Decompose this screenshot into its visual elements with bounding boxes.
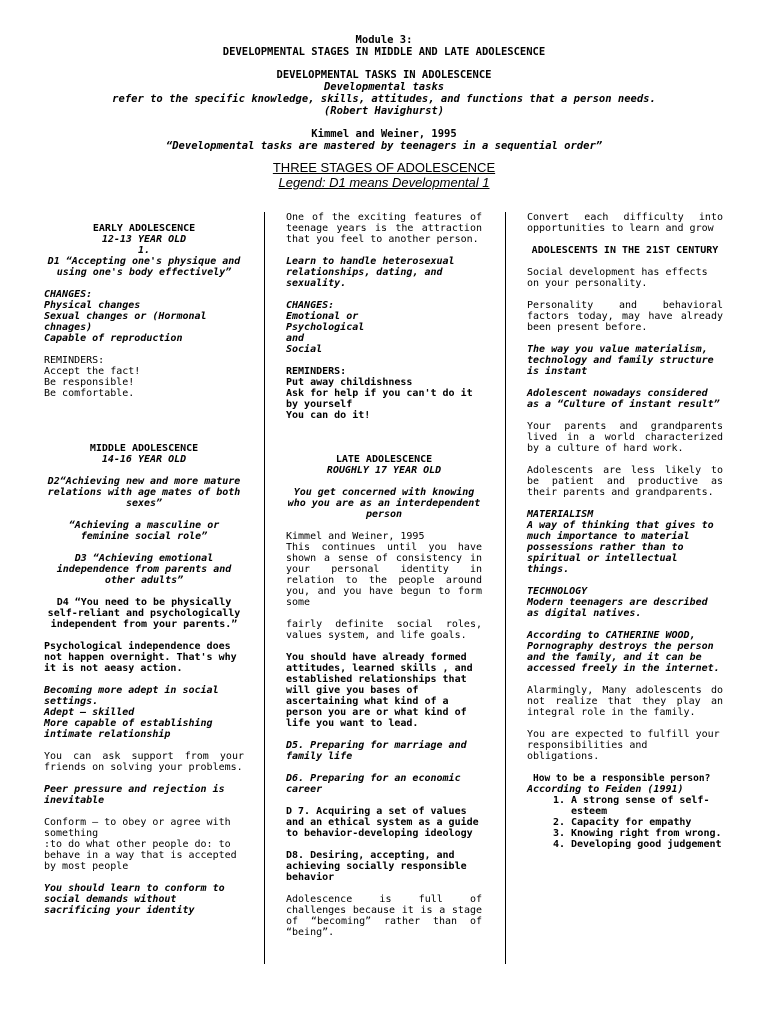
psych-text: Psychological independence does not happen overnight. That's why it is not aeasy action. [44,641,237,674]
support-text: You can ask support from your friends on solving your problems. [44,751,244,773]
formed-text: You should have already formed attitudes, learned skills , and established relationships that will give you bases of ascertaining what kind of a person you are or what kind of life you want to lead. [286,652,473,729]
wood-text: According to CATHERINE WOOD, Pornography destroys the person and the family, and it can be accessed freely in the internet. [527,630,720,674]
d8-text: D8. Desiring, accepting, and achieving socially responsible behavior [286,850,467,883]
responsible-list [527,795,723,850]
reminder-item: Be comfortable. [44,388,135,399]
feiden-text: According to Feiden (1991) [527,784,684,795]
fulfill-text: You are expected to fulfill your responsibilities and obligations. [527,729,720,762]
d2-text: D2“Achieving new and more mature relations with age mates of both sexes” [47,476,241,509]
column-2 [286,212,482,949]
conform-text: :to do what other people do: to behave in a way that is accepted by most people [44,839,237,872]
peer-text: Peer pressure and rejection is inevitable [44,784,225,806]
document-subtitle: DEVELOPMENTAL TASKS IN ADOLESCENCE [276,69,492,81]
convert-text: Convert each difficulty into opportunities to learn and grow [527,212,723,234]
late-desc: You get concerned with knowing who you are as an interdependent person [287,487,481,520]
d2b-text: “Achieving a masculine or feminine social role” [68,520,220,542]
intro-text: One of the exciting features of teenage years is the attraction that you feel to another person. [286,212,482,245]
changes-label: CHANGES: [44,289,93,300]
change-item: Social [286,344,323,355]
kimmel-quote: “Developmental tasks are mastered by teenagers in a sequential order” [165,140,603,152]
middle-age: 14-16 YEAR OLD [101,454,187,465]
reminders-label: REMINDERS: [286,366,347,377]
late-age: ROUGHLY 17 YEAR OLD [326,465,442,476]
change-item: Capable of reproduction [44,333,183,344]
change-item: and [286,333,305,344]
conform-bold-text: You should learn to conform to social demands without sacrificing your identity [44,883,225,916]
d1-text: D1 “Accepting one's physique and using one's body effectively” [47,256,241,278]
century-title: ADOLESCENTS IN THE 21ST CENTURY [531,245,719,256]
alarm-text: Alarmingly, Many adolescents do not realize that they play an integral role in the family. [527,685,723,718]
adept-text: Adept – skilled [44,707,135,718]
kimmel-citation: Kimmel and Weiner, 1995 [286,531,425,542]
howto-text: How to be a responsible person? [533,773,711,784]
stages-title: THREE STAGES OF ADOLESCENCE [272,160,496,175]
continues-text: This continues until you have shown a sense of consistency in your personal identity in relation to the people around you, and you have begun to form some [286,542,482,608]
d7-text: D 7. Acquiring a set of values and an ethical system as a guide to behavior-developing ideology [286,806,479,839]
reminder-item: Ask for help if you can't do it by yourself [286,388,473,410]
nowadays-text: Adolescent nowadays considered as a “Culture of instant result” [527,388,720,410]
personality-text: Personality and behavioral factors today, may have already been present before. [527,300,723,333]
change-item: Physical changes [44,300,141,311]
d3-text: D3 “Achieving emotional independence from parents and other adults” [56,553,232,586]
module-label: Module 3: [355,34,413,46]
definition-text: refer to the specific knowledge, skills, attitudes, and functions that a person needs. [112,93,656,105]
learn-text: Learn to handle heterosexual relationships, dating, and sexuality. [286,256,455,289]
early-age: 12-13 YEAR OLD [101,234,187,245]
d6-text: D6. Preparing for an economic career [286,773,461,795]
list-item: 2. Capacity for empathy [571,817,723,828]
reminder-item: Put away childishness [286,377,413,388]
column-1 [44,212,244,927]
document-header [0,34,768,152]
definition-source: (Robert Havighurst) [323,105,445,117]
stages-legend: Legend: D1 means Developmental 1 [278,175,490,190]
parents-text: Your parents and grandparents lived in a world characterized by a culture of hard work. [527,421,723,454]
middle-title: MIDDLE ADOLESCENCE [89,443,199,454]
early-title: EARLY ADOLESCENCE [92,223,196,234]
reminder-item: You can do it! [286,410,371,421]
stages-heading [0,160,768,190]
document-title: DEVELOPMENTAL STAGES IN MIDDLE AND LATE ADOLESCENCE [222,46,546,58]
column-divider [505,212,506,964]
column-3 [527,212,723,850]
early-number: 1. [137,245,151,256]
materialism-text: A way of thinking that gives to much importance to material possessions rather than to spiritual or intellectual things. [527,520,714,575]
changes-label: CHANGES: [286,300,335,311]
list-item: 4. Developing good judgement [571,839,723,850]
social-text: Social development has effects on your personality. [527,267,708,289]
change-item: Sexual changes or (Hormonal chnages) [44,311,207,333]
roles-text: fairly definite social roles, values system, and life goals. [286,619,482,641]
adept-text: Becoming more adept in social settings. [44,685,219,707]
technology-text: Modern teenagers are described as digital natives. [527,597,708,619]
reminders-label: REMINDERS: [44,355,105,366]
change-item: Emotional or [286,311,359,322]
list-item: 1. A strong sense of self-esteem [571,795,723,817]
definition-term: Developmental tasks [323,81,445,93]
adept-text: More capable of establishing intimate relationship [44,718,213,740]
challenges-text: Adolescence is full of challenges because it is a stage of “becoming” rather than of “being”. [286,894,482,938]
d4-text: D4 “You need to be physically self-reliant and psychologically independent from your parents.” [47,597,241,630]
reminder-item: Accept the fact! [44,366,141,377]
late-title: LATE ADOLESCENCE [335,454,433,465]
reminder-item: Be responsible! [44,377,135,388]
d5-text: D5. Preparing for marriage and family life [286,740,467,762]
conform-text: Conform – to obey or agree with something [44,817,231,839]
materialism-label: MATERIALISM [527,509,594,520]
way-text: The way you value materialism, technology and family structure is instant [527,344,714,377]
kimmel-citation: Kimmel and Weiner, 1995 [311,128,457,140]
less-text: Adolescents are less likely to be patient and productive as their parents and grandparents. [527,465,723,498]
technology-label: TECHNOLOGY [527,586,588,597]
change-item: Psychological [286,322,365,333]
column-divider [264,212,265,964]
list-item: 3. Knowing right from wrong. [571,828,723,839]
